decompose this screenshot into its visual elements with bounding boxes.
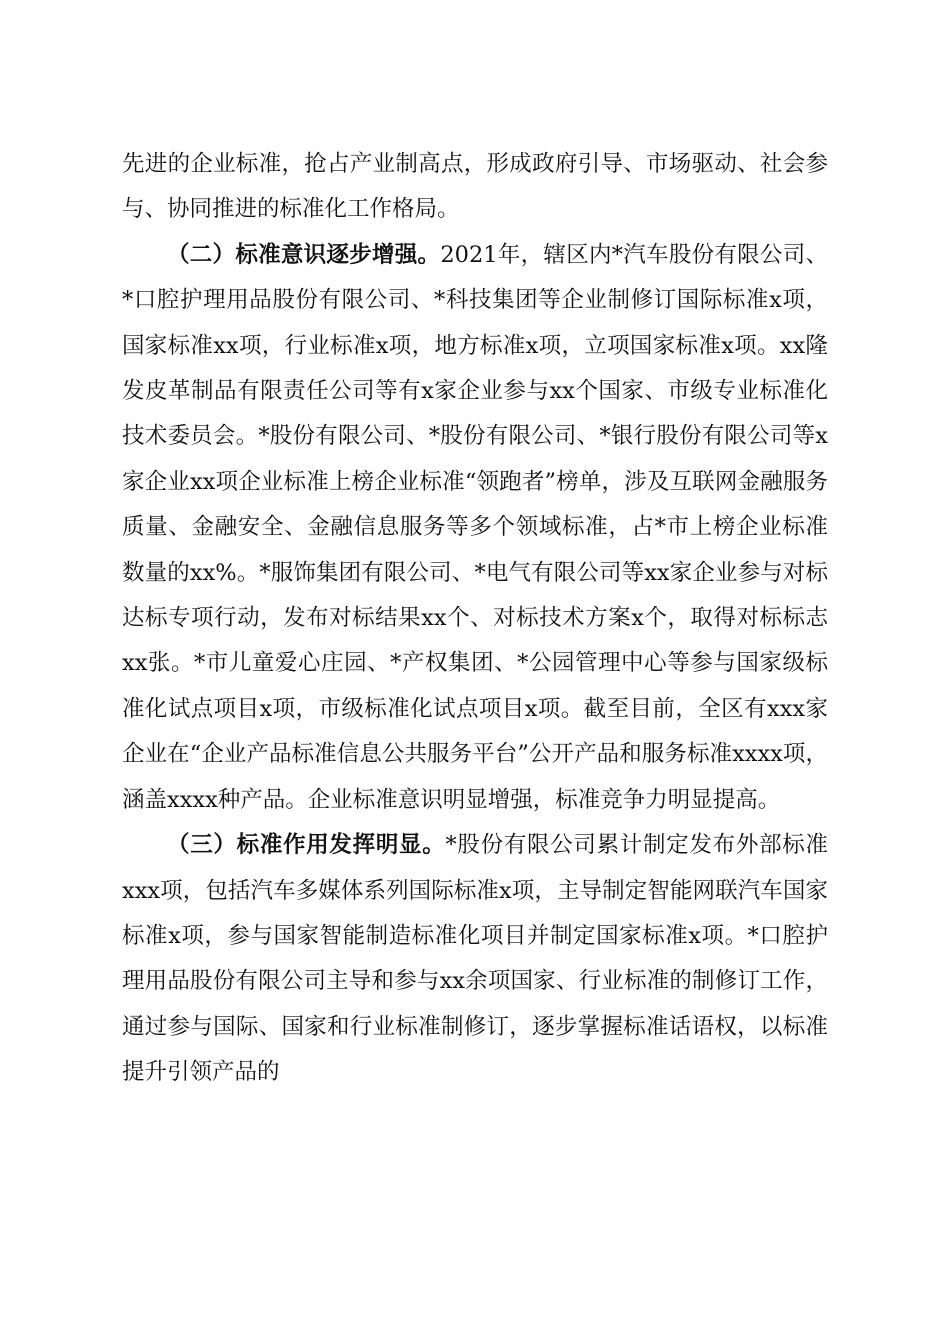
paragraph-continuation xyxy=(122,142,828,233)
paragraph-text: *股份有限公司累计制定发布外部标准xxx项，包括汽车多媒体系列国际标准x项，主导制定智能网联汽车国家标准x项，参与国家智能制造标准化项目并制定国家标准x项。*口腔护理用品股份有限公司主导和参与xx余项国家、行业标准的制修订工作，通过参与国际、国家和行业标准制修订，逐步掌握标准话语权，以标准提升引领产品的 xyxy=(122,832,828,1086)
section-heading-2: （二）标准意识逐步增强。 xyxy=(167,241,441,268)
section-heading-3: （三）标准作用发挥明显。 xyxy=(167,832,446,859)
paragraph-text: 2021年，辖区内*汽车股份有限公司、*口腔护理用品股份有限公司、*科技集团等企业制修订国际标准x项，国家标准xx项，行业标准x项，地方标准x项，立项国家标准x项。xx隆发皮革制品有限责任公司等有x家企业参与xx个国家、市级专业标准化技术委员会。*股份有限公司、*股份有限公司、*银行股份有限公司等x家企业xx项企业标准上榜企业标准“领跑者”榜单，涉及互联网金融服务质量、金融安全、金融信息服务等多个领域标准，占*市上榜企业标准数量的xx%。*服饰集团有限公司、*电气有限公司等xx家企业参与对标达标专项行动，发布对标结果xx个、对标技术方案x个，取得对标标志xx张。*市儿童爱心庄园、*产权集团、*公园管理中心等参与国家级标准化试点项目x项，市级标准化试点项目x项。截至目前，全区有xxx家企业在“企业产品标准信息公共服务平台”公开产品和服务标准xxxx项，涵盖xxxx种产品。企业标准意识明显增强，标准竞争力明显提高。 xyxy=(122,241,828,813)
paragraph-text: 先进的企业标准，抢占产业制高点，形成政府引导、市场驱动、社会参与、协同推进的标准化工作格局。 xyxy=(122,151,828,223)
paragraph-standard-awareness xyxy=(122,233,828,823)
document-body xyxy=(122,142,828,1096)
paragraph-standard-role xyxy=(122,823,828,1095)
